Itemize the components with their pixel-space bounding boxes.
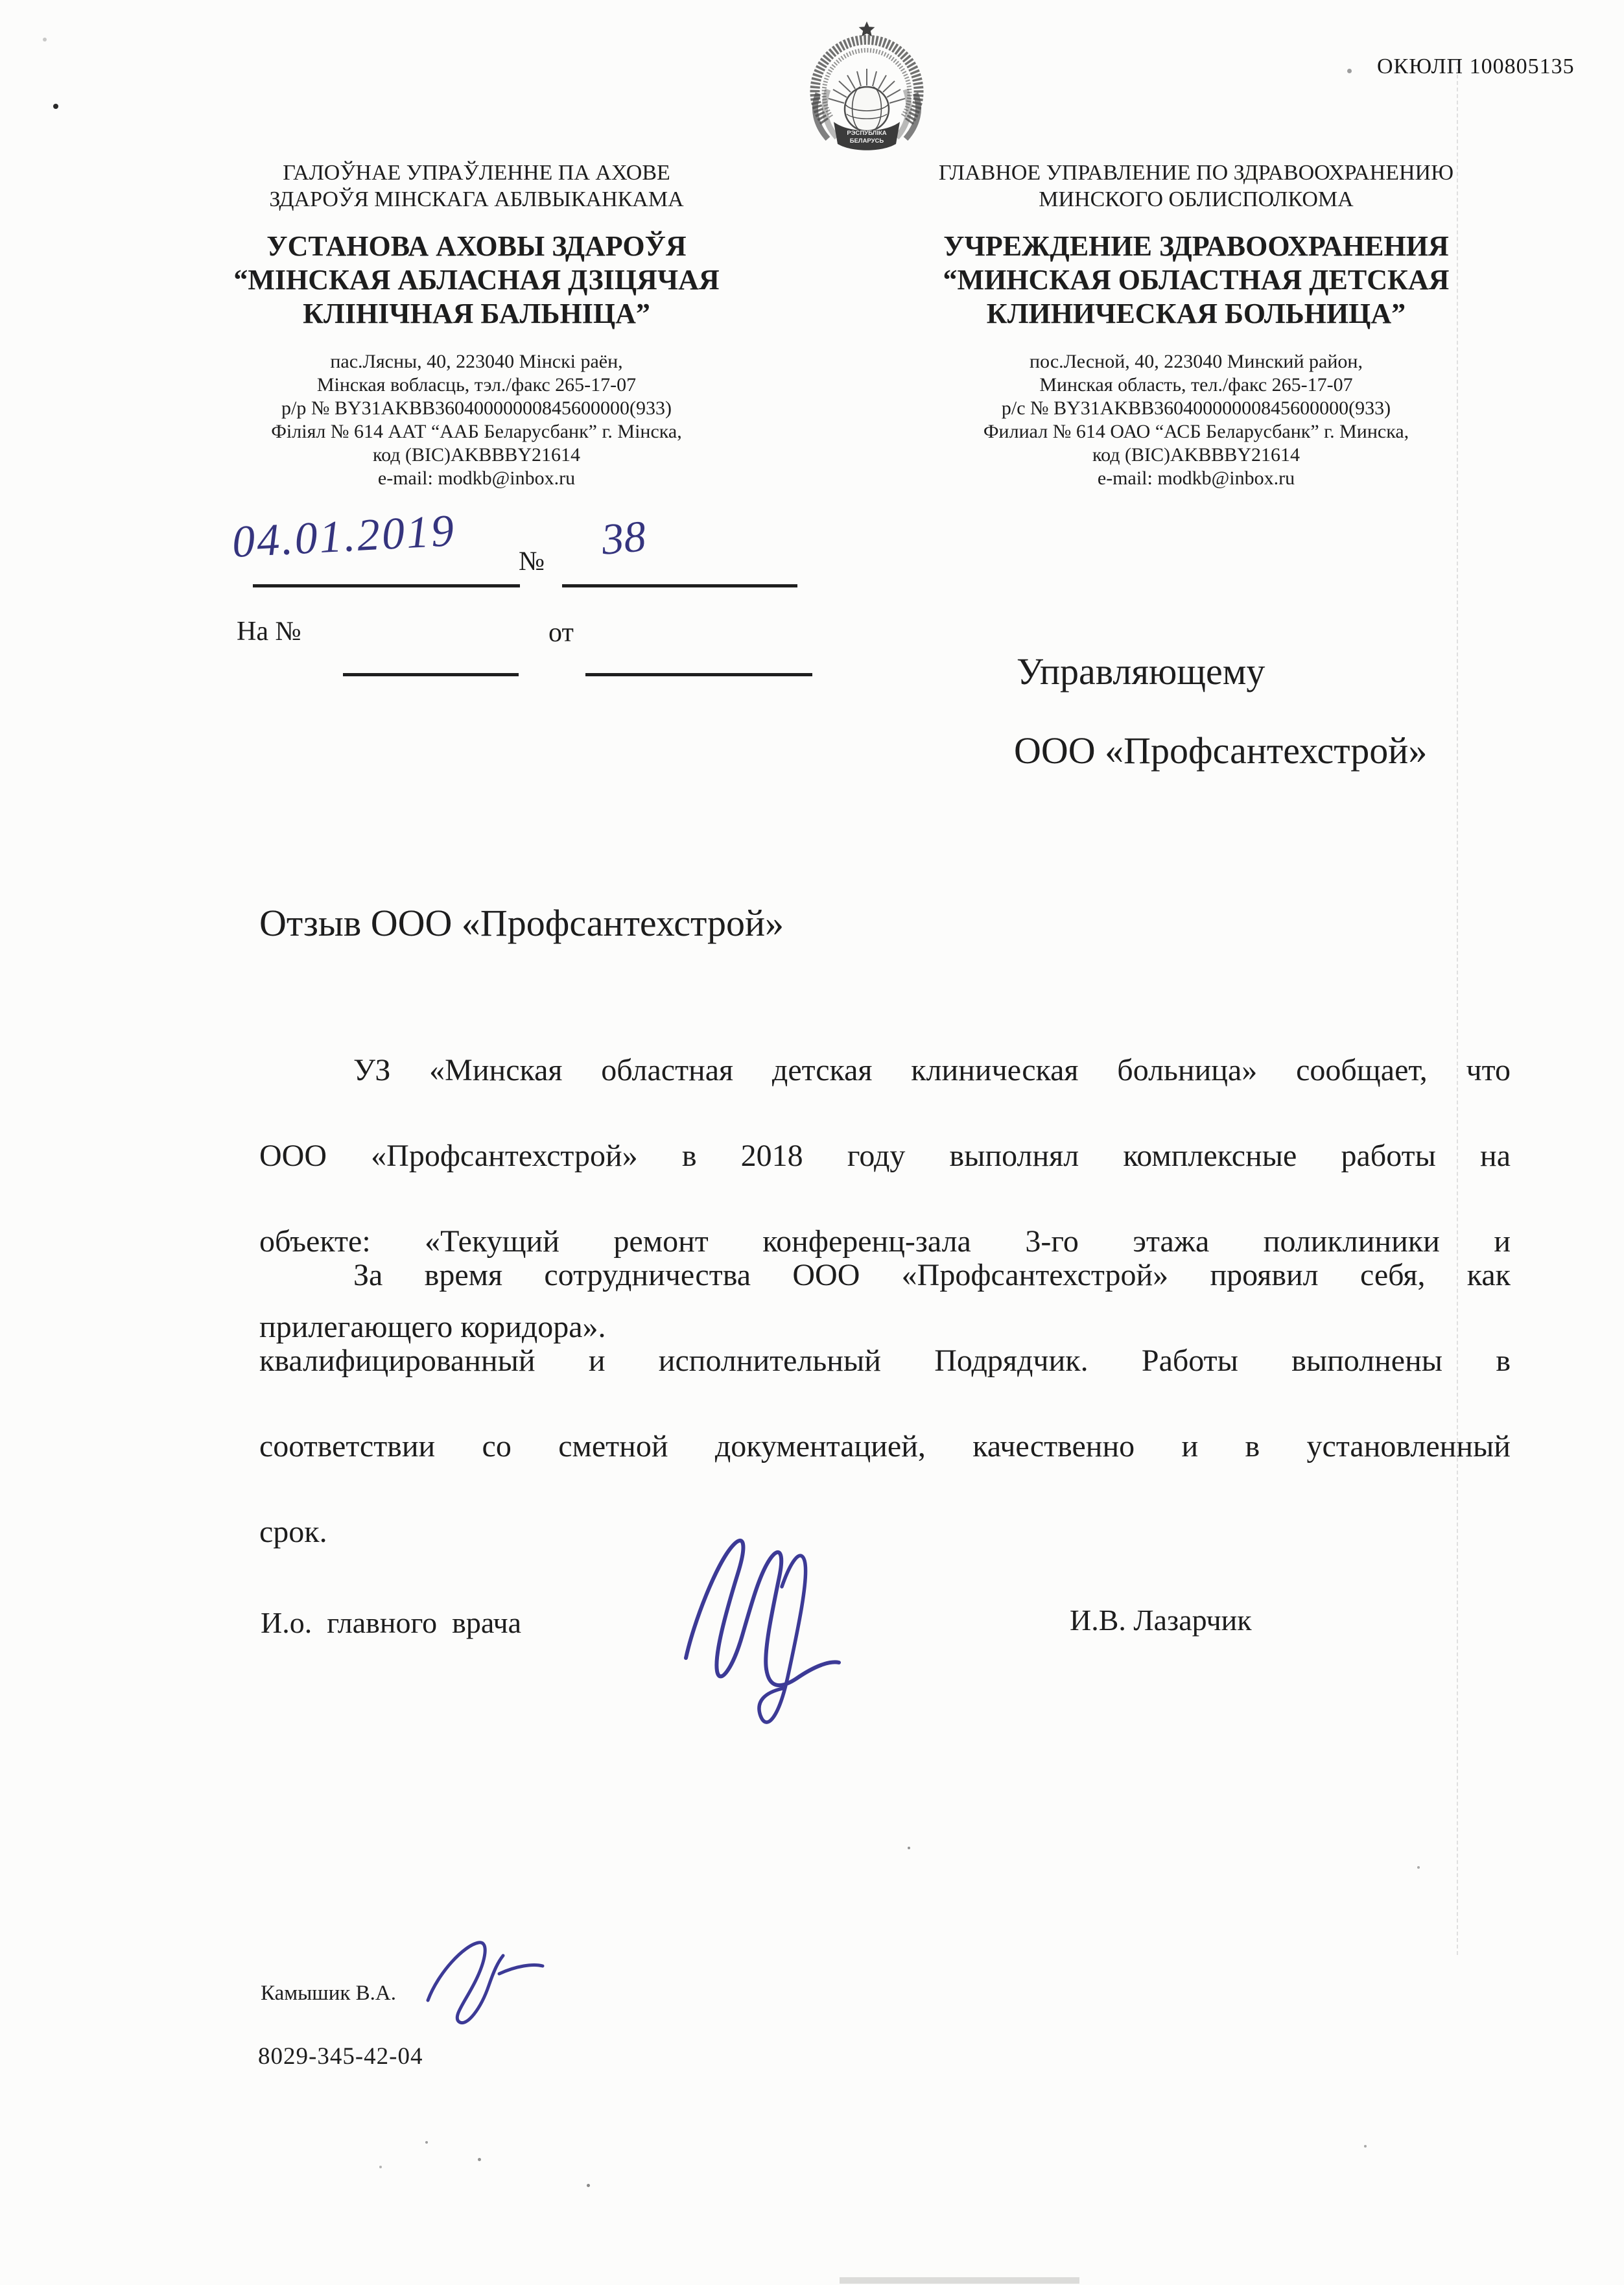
subject-line: Отзыв ООО «Профсантехстрой» xyxy=(259,902,784,944)
right-address-line5: код (BIC)AKBBBY21614 xyxy=(1092,444,1300,466)
executor-name: Камышик В.А. xyxy=(261,1982,396,2005)
signer-position: И.о. главного врача xyxy=(261,1606,522,1639)
right-address-line2: Минская область, тел./факс 265-17-07 xyxy=(1039,374,1353,396)
scan-speck xyxy=(587,2184,590,2187)
signer-name: И.В. Лазарчик xyxy=(1070,1604,1252,1637)
incoming-number-label: На № xyxy=(237,617,301,646)
left-org-line2: “МІНСКАЯ АБЛАСНАЯ ДЗІЦЯЧАЯ xyxy=(233,264,720,296)
right-org-line1: УЧРЕЖДЕНИЕ ЗДРАВООХРАНЕНИЯ xyxy=(943,230,1449,262)
scan-speck xyxy=(1347,69,1352,73)
okyulp-code: ОКЮЛП 100805135 xyxy=(1377,54,1575,78)
incoming-number-underline xyxy=(343,673,519,676)
belarus-emblem-icon xyxy=(799,18,935,150)
left-address-line6: e-mail: modkb@inbox.ru xyxy=(377,468,576,489)
letterhead-right-column xyxy=(901,160,1491,490)
scan-artifact-vertical-line xyxy=(1457,62,1458,1955)
addressee-organization: ООО «Профсантехстрой» xyxy=(1014,729,1428,772)
executor-signature xyxy=(415,1934,551,2031)
emblem-banner-line2: БЕЛАРУСЬ xyxy=(849,137,884,145)
paragraph1-line4: прилегающего коридора». xyxy=(259,1310,606,1344)
paragraph1-line3: объекте: «Текущий ремонт конференц-зала 3-го этажа поликлиники и xyxy=(259,1224,1511,1259)
scan-speck xyxy=(53,104,58,109)
left-address-line2: Мінская вобласць, тэл./факс 265-17-07 xyxy=(316,374,637,396)
paragraph2-line1: За время сотрудничества ООО «Профсантехстрой» проявил себя, как xyxy=(353,1258,1511,1292)
director-signature xyxy=(668,1525,862,1739)
paragraph2-line3: соответствии со сметной документацией, качественно и в установленный xyxy=(259,1429,1511,1463)
right-address-line6: e-mail: modkb@inbox.ru xyxy=(1097,468,1295,489)
number-underline xyxy=(562,584,797,587)
left-address-line3: р/р № BY31AKBB36040000000845600000(933) xyxy=(281,397,672,419)
left-authority-line1: ГАЛОЎНАЕ УПРАЎЛЕННЕ ПА АХОВЕ xyxy=(283,161,670,185)
right-authority-line2: МИНСКОГО ОБЛИСПОЛКОМА xyxy=(1039,187,1354,211)
right-org-line3: КЛИНИЧЕСКАЯ БОЛЬНИЦА” xyxy=(986,298,1406,329)
handwritten-date: 04.01.2019 xyxy=(231,506,457,567)
scan-artifact-bottom-strip xyxy=(840,2277,1079,2284)
handwritten-outgoing-number: 38 xyxy=(599,511,648,564)
left-org-line3: КЛІНІЧНАЯ БАЛЬНІЦА” xyxy=(303,298,650,329)
left-org-line1: УСТАНОВА АХОВЫ ЗДАРОЎЯ xyxy=(266,230,687,262)
addressee-title: Управляющему xyxy=(1017,650,1265,693)
incoming-date-underline xyxy=(585,673,812,676)
body-paragraph-2 xyxy=(259,1254,1511,1554)
paragraph2-line2: квалифицированный и исполнительный Подрядчик. Работы выполнены в xyxy=(259,1344,1511,1378)
right-address-line3: р/с № BY31AKBB36040000000845600000(933) xyxy=(1001,397,1391,419)
letterhead-left-column xyxy=(217,160,736,490)
incoming-date-label: от xyxy=(548,618,574,648)
right-address-line1: пос.Лесной, 40, 223040 Минский район, xyxy=(1030,351,1363,372)
scan-speck xyxy=(478,2158,481,2161)
scan-speck xyxy=(43,38,47,41)
right-org-line2: “МИНСКАЯ ОБЛАСТНАЯ ДЕТСКАЯ xyxy=(943,264,1450,296)
scan-speck xyxy=(908,1847,910,1849)
left-address-line1: пас.Лясны, 40, 223040 Мінскі раён, xyxy=(330,351,623,372)
scan-speck xyxy=(1364,2145,1367,2148)
paragraph1-line1: УЗ «Минская областная детская клиническая больница» сообщает, что xyxy=(353,1053,1511,1087)
scan-speck xyxy=(379,2166,382,2168)
emblem-banner-line1: РЭСПУБЛІКА xyxy=(847,130,887,137)
scan-speck xyxy=(1417,1866,1420,1869)
scan-speck xyxy=(425,2141,428,2144)
executor-phone: 8029-345-42-04 xyxy=(258,2043,423,2070)
number-sign-label: № xyxy=(519,547,545,576)
right-authority-line1: ГЛАВНОЕ УПРАВЛЕНИЕ ПО ЗДРАВООХРАНЕНИЮ xyxy=(938,161,1454,185)
date-underline xyxy=(253,584,520,587)
right-address-line4: Филиал № 614 ОАО “АСБ Беларусбанк” г. Минска, xyxy=(983,421,1409,442)
emblem-star-icon xyxy=(859,21,875,36)
paragraph1-line2: ООО «Профсантехстрой» в 2018 году выполнял комплексные работы на xyxy=(259,1139,1511,1173)
left-address-line5: код (BIC)AKBBBY21614 xyxy=(373,444,580,466)
left-authority-line2: ЗДАРОЎЯ МІНСКАГА АБЛВЫКАНКАМА xyxy=(269,187,684,211)
paragraph2-line4: срок. xyxy=(259,1515,327,1549)
left-address-line4: Філіял № 614 ААТ “ААБ Беларусбанк” г. Мінска, xyxy=(271,421,682,442)
